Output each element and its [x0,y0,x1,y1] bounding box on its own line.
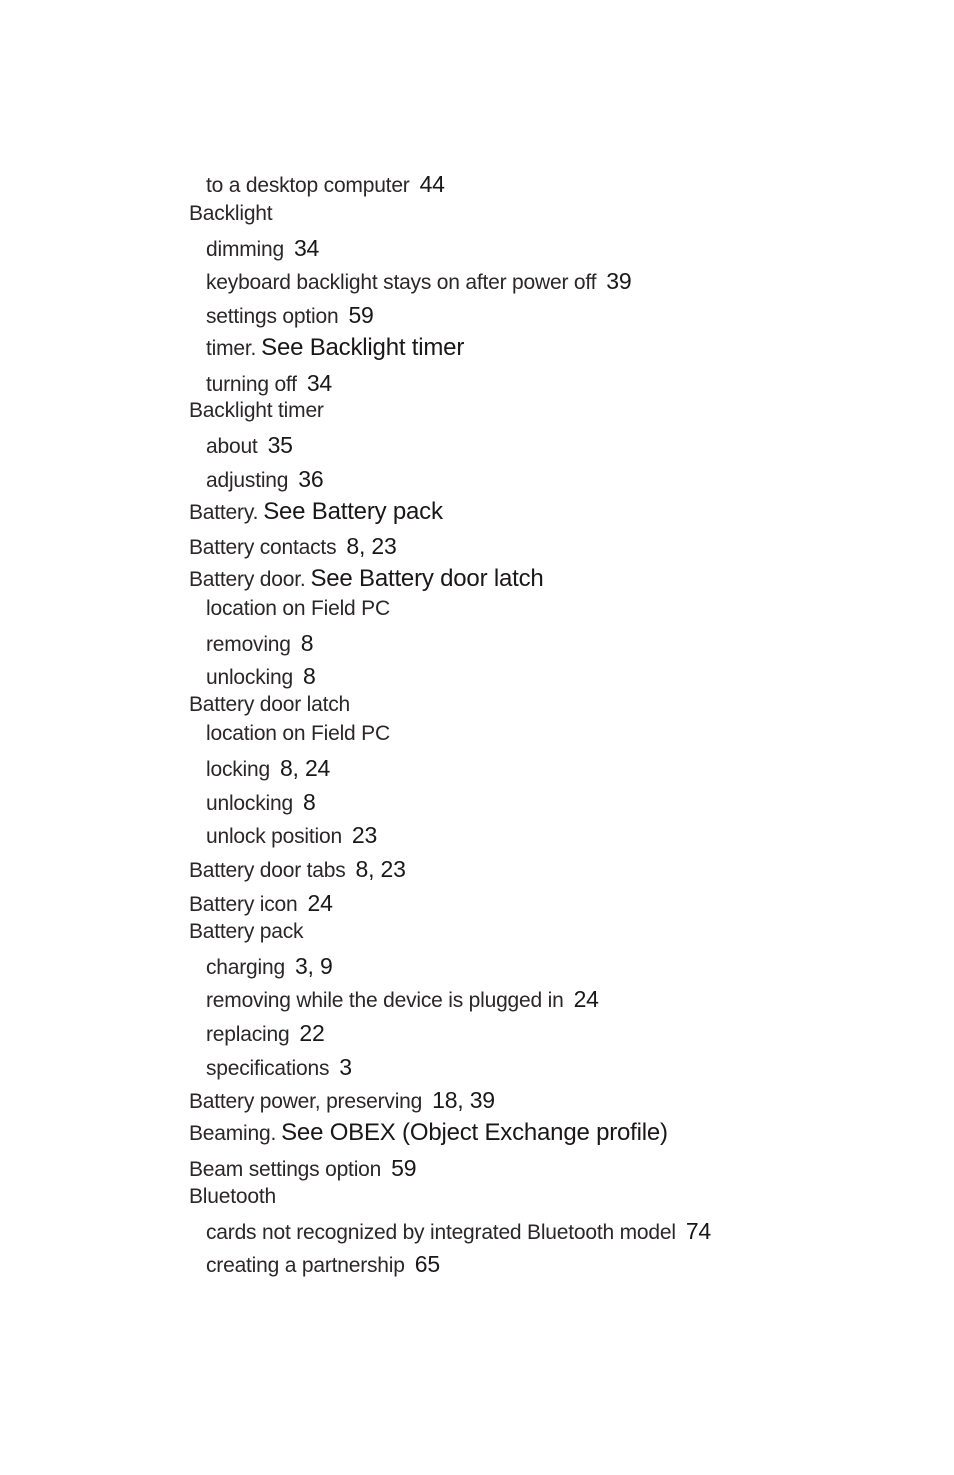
page-references: 24 [307,890,333,916]
page-references: 18, 39 [432,1087,495,1113]
index-term: keyboard backlight stays on after power off [206,271,597,294]
index-subentry [206,823,377,849]
index-term: locking [206,758,270,781]
index-term: settings option [206,305,339,328]
index-entry [189,1185,276,1209]
page-references: 8 [302,663,316,689]
page-references: 22 [299,1020,325,1046]
index-term: Battery power, preserving [189,1090,423,1113]
index-entry [189,1121,668,1146]
index-term: specifications [206,1057,330,1080]
index-entry [189,920,303,944]
page-references: 24 [573,986,599,1012]
page-references: 3 [339,1054,352,1080]
index-subentry [206,722,390,746]
page-references: 36 [298,466,324,492]
index-term: Battery door tabs [189,859,346,882]
index-subentry [206,236,319,262]
index-entry [189,567,544,592]
index-term: location on Field PC [206,722,390,745]
index-subentry [206,1021,325,1047]
index-entry [189,1156,416,1182]
index-term: Battery. [189,501,259,524]
page-references: 74 [685,1218,711,1244]
index-term: Battery door. [189,568,306,591]
index-term: location on Field PC [206,597,390,620]
page-references: 34 [293,235,320,261]
index-subentry [206,433,293,459]
see-reference: See Backlight timer [261,334,465,361]
index-subentry [206,303,374,329]
index-term: dimming [206,238,284,261]
page-references: 8, 24 [279,755,331,781]
see-reference: See Battery door latch [310,565,544,592]
index-subentry [206,790,316,816]
page-references: 35 [267,432,293,458]
index-subentry [206,1219,711,1245]
index-term: removing [206,633,291,656]
index-subentry [206,1252,440,1278]
index-term: unlock position [206,825,342,848]
index-entry [189,857,406,883]
index-subentry [206,954,333,980]
index-subentry [206,987,599,1013]
page-references: 8, 23 [355,856,406,882]
index-subentry [206,269,631,295]
index-term: about [206,435,258,458]
index-subentry [206,336,464,361]
index-term: creating a partnership [206,1254,405,1277]
page-references: 23 [351,822,378,848]
index-term: Backlight timer [189,399,324,422]
index-term: Battery contacts [189,536,337,559]
page-references: 59 [348,302,374,328]
page-references: 44 [419,171,445,197]
index-subentry [206,756,330,782]
index-entry [189,693,350,717]
index-subentry [206,467,323,493]
page-references: 8 [302,789,316,815]
index-term: Battery door latch [189,693,350,716]
index-term: adjusting [206,469,289,492]
index-term: timer. [206,337,257,360]
page-references: 39 [606,268,632,294]
index-term: unlocking [206,666,293,689]
index-term: replacing [206,1023,290,1046]
index-entry [189,500,443,525]
index-term: Backlight [189,202,273,225]
index-entry [189,891,333,917]
page-references: 59 [391,1155,417,1181]
index-subentry [206,597,390,621]
see-reference: See Battery pack [263,498,443,525]
index-entry [189,1088,495,1114]
page-references: 3, 9 [294,953,333,979]
index-term: Bluetooth [189,1185,276,1208]
index-term: to a desktop computer [206,174,410,197]
index-subentry [206,172,445,198]
index-entry [189,202,272,226]
index-subentry [206,631,313,657]
index-subentry [206,664,316,690]
index-term: Beaming. [189,1122,277,1145]
page-references: 65 [414,1251,440,1277]
index-term: Battery icon [189,893,298,916]
index-term: cards not recognized by integrated Bluetooth model [206,1221,676,1244]
index-term: Beam settings option [189,1158,382,1181]
index-subentry [206,1055,352,1081]
index-term: unlocking [206,792,293,815]
index-entry [189,399,324,423]
index-term: turning off [206,373,297,396]
index-term: Battery pack [189,920,304,943]
page-references: 34 [306,370,333,396]
index-entry [189,534,397,560]
page-references: 8, 23 [346,533,397,559]
index-subentry [206,371,332,397]
page-references: 8 [300,630,314,656]
see-reference: See OBEX (Object Exchange profile) [281,1119,668,1146]
index-term: charging [206,956,285,979]
index-term: removing while the device is plugged in [206,989,564,1012]
